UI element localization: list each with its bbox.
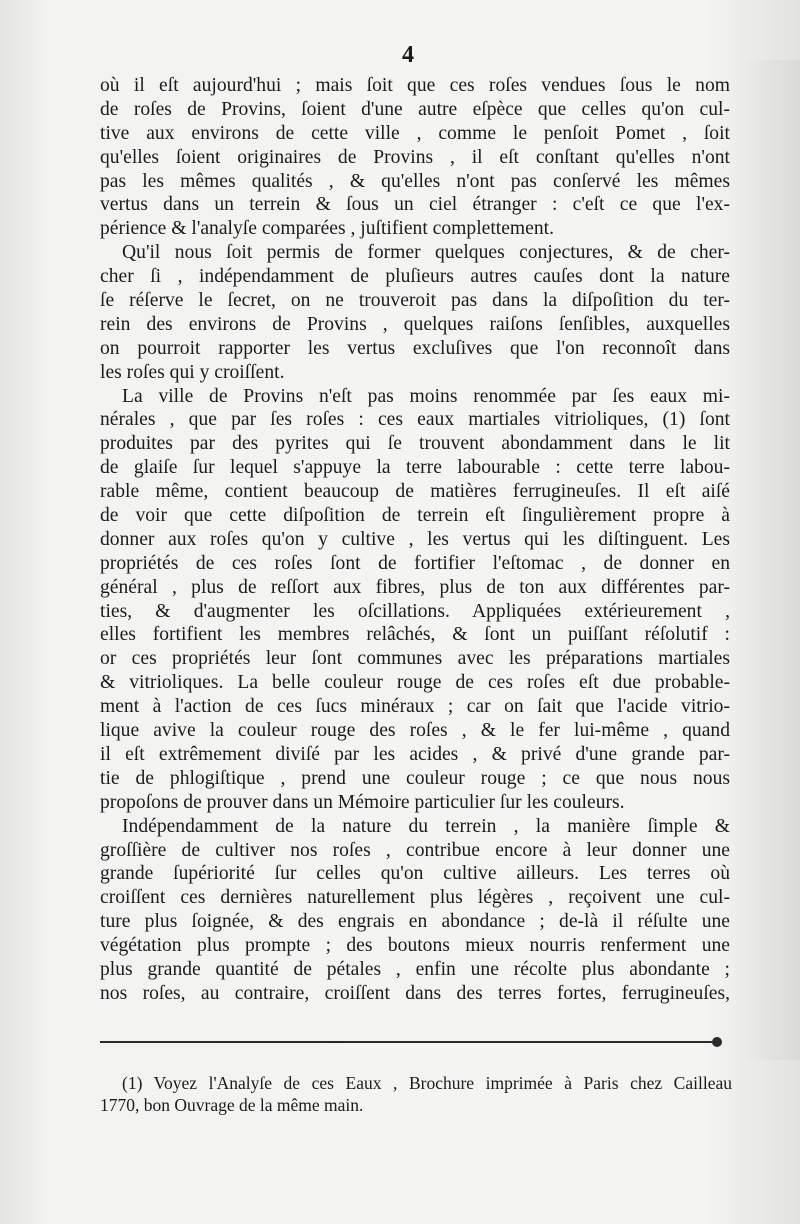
text-line: de glaiſe ſur lequel s'appuye la terre labourable : cette terre labou- <box>100 457 730 479</box>
text-line: or ces propriétés leur ſont communes avec les préparations martiales <box>100 648 730 670</box>
text-line: rein des environs de Provins , quelques raiſons ſenſibles, auxquelles <box>100 313 730 335</box>
text-line: lique avive la couleur rouge des roſes , & le fer lui-même , quand <box>100 720 730 742</box>
text-line: ture plus ſoignée, & des engrais en abondance ; de-là il réſulte une <box>100 911 730 933</box>
text-line: groſſière de cultiver nos roſes , contribue encore à leur donner une <box>100 839 730 861</box>
text-line: cher ſi , indépendamment de pluſieurs autres cauſes dont la nature <box>100 266 730 288</box>
text-line: propriétés de ces roſes ſont de fortifier l'eſtomac , de donner en <box>100 552 730 574</box>
text-line: on pourroit rapporter les vertus excluſives que l'on reconnoît dans <box>100 337 730 359</box>
text-line: produites par des pyrites qui ſe trouvent abondamment dans le lit <box>100 433 730 455</box>
text-line: & vitrioliques. La belle couleur rouge de ces roſes eſt due probable- <box>100 672 730 694</box>
text-line: Indépendamment de la nature du terrein , la manière ſimple & <box>122 815 730 837</box>
text-line: plus grande quantité de pétales , enfin une récolte plus abondante ; <box>100 958 730 980</box>
text-line: nos roſes, au contraire, croiſſent dans des terres fortes, ferrugineuſes, <box>100 982 730 1004</box>
text-line: de roſes de Provins, ſoient d'une autre eſpèce que celles qu'on cul- <box>100 98 730 120</box>
page-number: 4 <box>402 42 414 68</box>
body-text <box>100 74 730 1006</box>
text-line: pas les mêmes qualités , & qu'elles n'ont pas conſervé les mêmes <box>100 170 730 192</box>
text-line: où il eſt aujourd'hui ; mais ſoit que ces roſes vendues ſous le nom <box>100 75 730 96</box>
text-line: propoſons de prouver dans un Mémoire particulier ſur les couleurs. <box>100 791 625 813</box>
text-line: nérales , que par ſes roſes : ces eaux martiales vitrioliques, (1) ſont <box>100 409 730 431</box>
text-line: La ville de Provins n'eſt pas moins renommée par ſes eaux mi- <box>122 385 730 407</box>
text-line: ties, & d'augmenter les oſcillations. Appliquées extérieurement , <box>100 600 730 622</box>
footnote <box>100 1072 732 1116</box>
text-line: tive aux environs de cette ville , comme le penſoit Pomet , ſoit <box>100 122 730 144</box>
text-line: elles fortifient les membres relâchés, & ſont un puiſſant réſolutif : <box>100 624 730 646</box>
text-line: croiſſent ces dernières naturellement plus légères , reçoivent une cul- <box>100 887 730 909</box>
text-line: ment à l'action de ces ſucs minéraux ; car on ſait que l'acide vitrio- <box>100 696 730 718</box>
footnote-line: 1770, bon Ouvrage de la même main. <box>100 1095 364 1115</box>
footnote-line: (1) Voyez l'Analyſe de ces Eaux , Brochure imprimée à Paris chez Cailleau <box>122 1073 732 1093</box>
text-line: Qu'il nous ſoit permis de former quelques conjectures, & de cher- <box>122 242 730 264</box>
text-line: qu'elles ſoient originaires de Provins , il eſt conſtant qu'elles n'ont <box>100 146 730 168</box>
footnote-rule <box>100 1041 720 1043</box>
text-line: végétation plus prompte ; des boutons mieux nourris renferment une <box>100 935 730 957</box>
text-line: donner aux roſes qu'on y cultive , les vertus qui les diſtinguent. Les <box>100 528 730 550</box>
text-line: grande ſupériorité ſur celles qu'on cultive ailleurs. Les terres où <box>100 863 730 885</box>
text-line: tie de phlogiſtique , prend une couleur rouge ; ce que nous nous <box>100 767 730 789</box>
text-line: les roſes qui y croiſſent. <box>100 361 285 383</box>
rule-ornament <box>712 1037 722 1047</box>
text-line: vertus dans un terrein & ſous un ciel étranger : c'eſt ce que l'ex- <box>100 194 730 216</box>
text-line: ſe réſerve le ſecret, on ne trouveroit pas dans la diſpoſition du ter- <box>100 290 730 312</box>
bleed-through-shadow <box>735 60 800 1060</box>
text-line: général , plus de reſſort aux fibres, plus de ton aux différentes par- <box>100 576 730 598</box>
text-line: rable même, contient beaucoup de matières ferrugineuſes. Il eſt aiſé <box>100 481 730 503</box>
text-line: périence & l'analyſe comparées , juſtifient complettement. <box>100 218 555 240</box>
text-line: il eſt extrêmement diviſé par les acides , & privé d'une grande par- <box>100 743 730 765</box>
text-line: de voir que cette diſpoſition de terrein eſt ſingulièrement propre à <box>100 505 730 527</box>
